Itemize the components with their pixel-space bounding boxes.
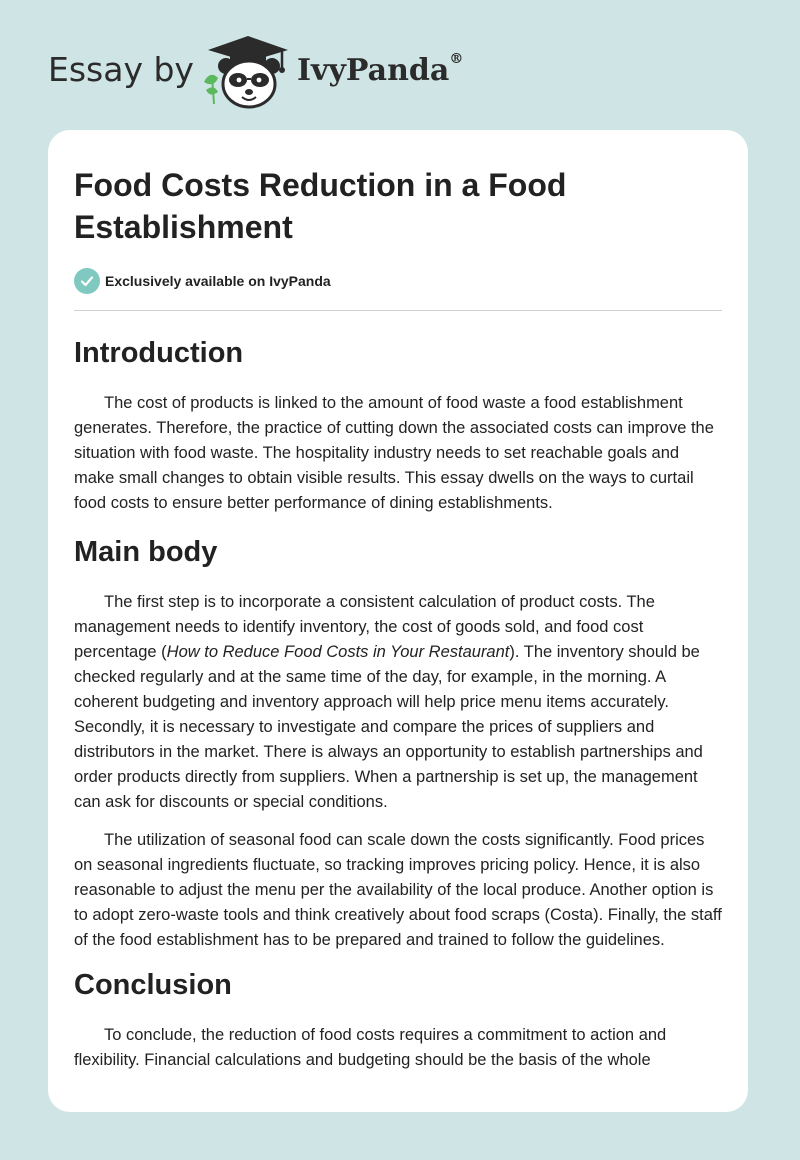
section-heading-introduction: Introduction xyxy=(74,337,244,369)
brand-prefix: Essay by xyxy=(48,50,194,89)
main-body-paragraph-2 xyxy=(74,828,722,953)
paragraph-text: The first step is to incorporate a consistent calculation of product costs. The management needs to identify inventory, the cost of goods sold, and food cost percentage ( xyxy=(74,593,655,661)
paragraph-text: ). The inventory should be checked regularly and at the same time of the day, for example, in the morning. A coherent budgeting and inventory approach will help price menu items accurately. Secondly, it is necessary to investigate and compare the prices of suppliers and distributors in the market. There is always an opportunity to establish partnerships and order products directly from suppliers. When a partnership is set up, the management can ask for discounts or special conditions. xyxy=(74,643,703,811)
page-title: Food Costs Reduction in a Food Establishment xyxy=(74,167,567,245)
paragraph-text: The cost of products is linked to the amount of food waste a food establishment generates. Therefore, the practice of cutting down the associated costs can improve the situation with food waste. The hospitality industry needs to set reachable goals and make small changes to obtain visible results. This essay dwells on the ways to curtail food costs to ensure better performance of dining establishments. xyxy=(74,394,714,512)
exclusive-badge xyxy=(74,268,722,311)
intro-paragraph xyxy=(74,391,722,516)
check-circle-icon xyxy=(74,268,100,294)
conclusion-paragraph xyxy=(74,1023,722,1073)
essay-card xyxy=(48,130,748,1112)
cited-title: How to Reduce Food Costs in Your Restaurant xyxy=(166,643,510,661)
paragraph-text: To conclude, the reduction of food costs requires a commitment to action and flexibility. Financial calculations and budgeting should be the basis of the whole xyxy=(74,1026,667,1069)
panda-graduate-icon[interactable] xyxy=(196,34,292,110)
section-heading-main-body: Main body xyxy=(74,536,218,568)
section-heading-conclusion: Conclusion xyxy=(74,969,232,1001)
badge-label: Exclusively available on IvyPanda xyxy=(105,273,331,289)
brand-name[interactable]: IvyPanda® xyxy=(297,51,464,88)
essay-content xyxy=(74,164,722,1073)
paragraph-text: The utilization of seasonal food can scale down the costs significantly. Food prices on seasonal ingredients fluctuate, so tracking improves pricing policy. Hence, it is also reasonable to adjust the menu per the availability of the local produce. Another option is to adopt zero-waste tools and think creatively about food scraps (Costa). Finally, the staff of the food establishment has to be prepared and trained to follow the guidelines. xyxy=(74,831,722,949)
site-header xyxy=(0,0,800,130)
main-body-paragraph-1 xyxy=(74,590,722,815)
